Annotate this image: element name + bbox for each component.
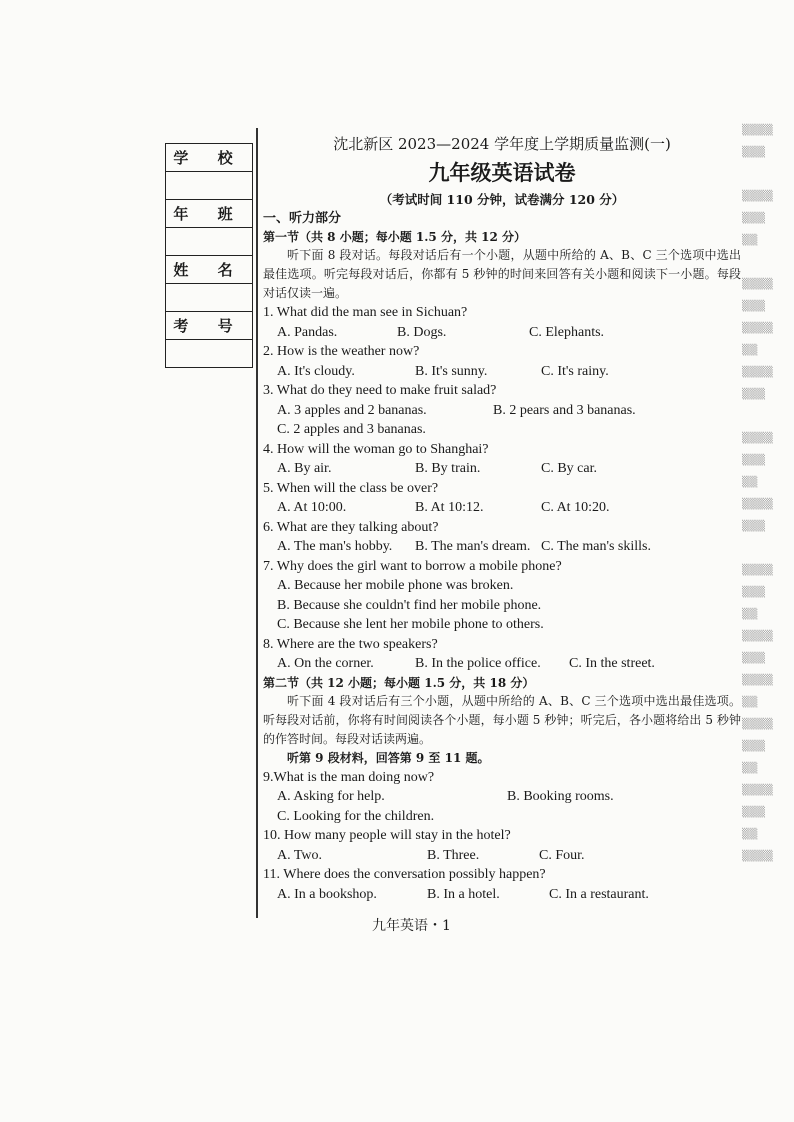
option-c[interactable]: C. Four.: [539, 847, 585, 863]
question-10: [263, 826, 741, 865]
option-b[interactable]: B. The man's dream.: [415, 539, 531, 554]
option-a[interactable]: A. Pandas.: [277, 324, 338, 340]
exam-number-field[interactable]: [166, 340, 252, 367]
option-b[interactable]: B. 2 pears and 3 bananas.: [493, 402, 636, 418]
option-a[interactable]: A. Asking for help.: [277, 789, 385, 804]
question-stem: 4. How will the woman go to Shanghai?: [263, 441, 489, 457]
section2-instruction: 听下面 4 段对话后有三个小题，从题中所给的 A、B、C 三个选项中选出最佳选项。听每段对话前，你将有时间阅读各个小题，每小题 5 秒钟；听完后，各小题将给出 5 秒钟的作答时间。每段对话读两遍。: [263, 693, 741, 746]
option-a[interactable]: A. It's cloudy.: [277, 363, 355, 379]
question-3: [263, 381, 741, 440]
option-c[interactable]: C. The man's skills.: [541, 539, 651, 554]
question-2: [263, 342, 741, 381]
option-b[interactable]: B. Because she couldn't find her mobile phone.: [277, 597, 542, 613]
question-stem: 8. Where are the two speakers?: [263, 636, 438, 652]
option-c[interactable]: C. 2 apples and 3 bananas.: [277, 422, 426, 437]
question-8: [263, 635, 741, 674]
option-c[interactable]: C. In the street.: [569, 656, 655, 671]
option-c[interactable]: C. At 10:20.: [541, 500, 610, 515]
question-stem: 5. When will the class be over?: [263, 480, 439, 496]
option-c[interactable]: C. Elephants.: [529, 324, 605, 340]
option-c[interactable]: C. By car.: [541, 461, 597, 476]
option-c[interactable]: C. Looking for the children.: [277, 808, 435, 824]
question-stem: 3. What do they need to make fruit salad?: [263, 383, 497, 398]
option-a[interactable]: A. Two.: [277, 847, 323, 863]
passage-9-note: 听第 9 段材料，回答第 9 至 11 题。: [287, 750, 490, 765]
class-label: 年 班: [166, 200, 252, 228]
option-a[interactable]: A. By air.: [277, 461, 332, 476]
question-stem: 10. How many people will stay in the hotel?: [263, 828, 511, 843]
question-9: [263, 768, 741, 827]
name-label: 姓 名: [166, 256, 252, 284]
school-label: 学 校: [166, 144, 252, 172]
exam-content: [263, 132, 741, 904]
part-title-listening: 一、听力部分: [263, 211, 342, 226]
question-stem: 2. How is the weather now?: [263, 344, 420, 359]
question-1: [263, 303, 741, 342]
binding-line: [256, 128, 258, 918]
question-11: [263, 865, 741, 904]
option-b[interactable]: B. In a hotel.: [427, 886, 500, 902]
option-a[interactable]: A. The man's hobby.: [277, 539, 393, 554]
question-stem: 7. Why does the girl want to borrow a mobile phone?: [263, 558, 562, 574]
option-a[interactable]: A. Because her mobile phone was broken.: [277, 578, 514, 593]
option-b[interactable]: B. By train.: [415, 461, 481, 476]
question-stem: 6. What are they talking about?: [263, 519, 439, 535]
question-stem: 9.What is the man doing now?: [263, 769, 435, 785]
exam-title: 沈北新区 2023—2024 学年度上学期质量监测(一): [333, 135, 671, 153]
option-b[interactable]: B. In the police office.: [415, 656, 541, 671]
question-7: [263, 557, 741, 635]
option-a[interactable]: A. 3 apples and 2 bananas.: [277, 402, 427, 418]
option-a[interactable]: A. At 10:00.: [277, 500, 347, 515]
option-c[interactable]: C. It's rainy.: [541, 363, 609, 379]
option-a[interactable]: A. On the corner.: [277, 656, 374, 671]
exam-number-label: 考 号: [166, 312, 252, 340]
question-6: [263, 518, 741, 557]
page-footer: 九年英语・1: [372, 918, 451, 934]
question-stem: 11. Where does the conversation possibly happen?: [263, 867, 546, 882]
section2-title: 第二节（共 12 小题；每小题 1.5 分，共 18 分）: [263, 675, 535, 690]
question-5: [263, 479, 741, 518]
option-b[interactable]: B. Three.: [427, 847, 480, 863]
option-b[interactable]: B. It's sunny.: [415, 363, 488, 379]
section1-title: 第一节（共 8 小题；每小题 1.5 分，共 12 分）: [263, 230, 526, 244]
school-field[interactable]: [166, 172, 252, 200]
option-c[interactable]: C. Because she lent her mobile phone to others.: [277, 617, 544, 632]
exam-subtitle: 九年级英语试卷: [428, 160, 576, 185]
question-4: [263, 440, 741, 479]
option-c[interactable]: C. In a restaurant.: [549, 886, 649, 902]
name-field[interactable]: [166, 284, 252, 312]
exam-time-score: （考试时间 110 分钟，试卷满分 120 分）: [379, 192, 625, 207]
option-b[interactable]: B. Dogs.: [397, 324, 447, 340]
option-a[interactable]: A. In a bookshop.: [277, 886, 377, 902]
option-b[interactable]: B. Booking rooms.: [507, 789, 614, 804]
class-field[interactable]: [166, 228, 252, 256]
student-info-box: [165, 143, 253, 368]
option-b[interactable]: B. At 10:12.: [415, 500, 484, 515]
section1-instruction: 听下面 8 段对话。每段对话后有一个小题，从题中所给的 A、B、C 三个选项中选出最佳选项。听完每段对话后，你都有 5 秒钟的时间来回答有关小题和阅读下一小题。每段对话仅读一遍。: [263, 248, 741, 300]
bleed-through-text: ▒▒▒▒ ▒▒▒ ▒▒▒▒ ▒▒▒ ▒▒ ▒▒▒▒ ▒▒▒ ▒▒▒▒ ▒▒ ▒▒▒▒ ▒▒▒ ▒▒▒▒ ▒▒▒ ▒▒ ▒▒▒▒ ▒▒▒ ▒▒▒▒ ▒▒▒ ▒▒ ▒▒▒▒ ▒▒▒ ▒▒▒▒ ▒▒ ▒▒▒▒ ▒▒▒ ▒▒ ▒▒▒▒ ▒▒▒ ▒▒ ▒▒▒▒: [742, 125, 773, 862]
question-stem: 1. What did the man see in Sichuan?: [263, 305, 468, 320]
